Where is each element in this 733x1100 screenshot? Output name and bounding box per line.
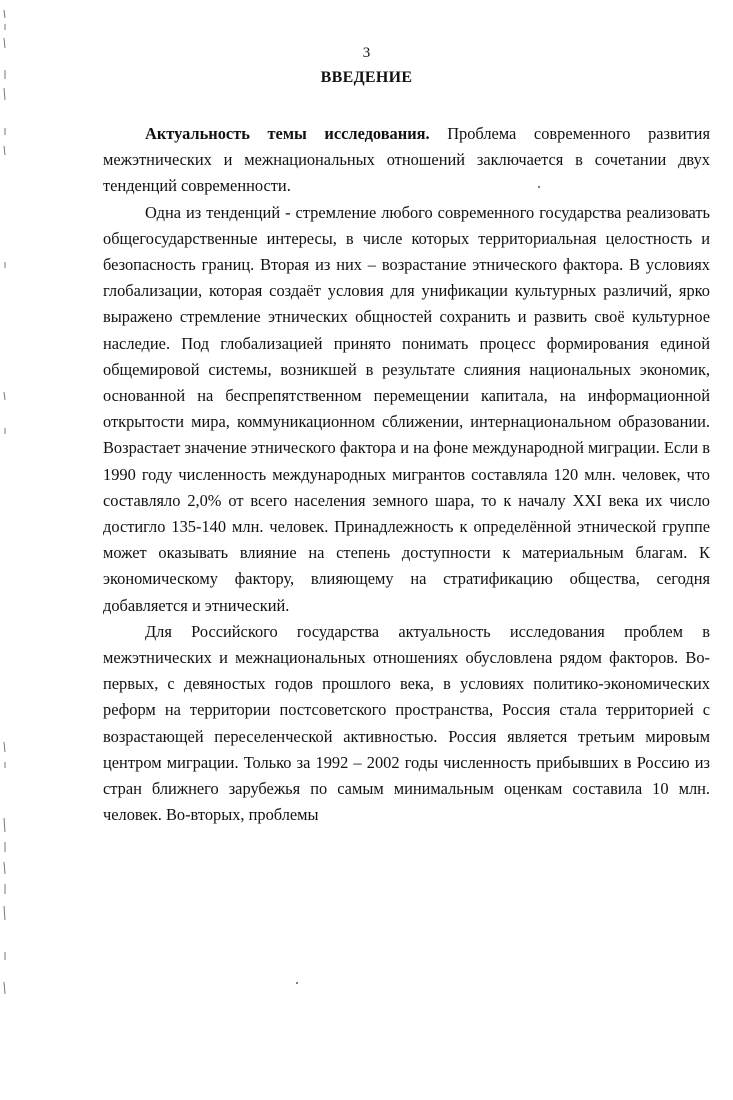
page-number: 3 [362, 45, 371, 61]
paragraph-2-text: Одна из тенденций - стремление любого современного государства реализовать общегосударственные интересы, в числе которых территориальная целостность и безопасность границ. Вторая из них – возрастание этнического фактора. В условиях глобализации, которая создаёт условия для унификации культурных различий, ярко выражено стремление этнических общностей сохранить и развить своё культурное наследие. Под глобализацией принято понимать процесс формирования единой общемировой системы, возникшей в результате слияния национальных экономик, основанной на беспрепятственном перемещении капитала, на информационной открытости мира, коммуникационном сближении, интернациональном образовании. Возрастает значение этнического фактора и на фоне международной миграции. Если в 1990 году численность международных мигрантов составляла 120 млн. человек, что составляло 2,0% от всего населения земного шара, то к началу XXI века их число достигло 135-140 млн. человек. Принадлежность к определённой этнической группе может оказывать влияние на степень доступности к материальным благам. К экономическому фактору, влияющему на стратификацию общества, сегодня добавляется и этнический. [103, 202, 710, 615]
paragraph-1-text: Проблема современного развития межэтнических и межнациональных отношений заключается в сочетании двух тенденций современности. [103, 124, 710, 196]
body-text [103, 121, 710, 828]
paragraph-1 [103, 121, 710, 200]
paragraph-3 [103, 619, 710, 829]
scan-margin-marks [0, 0, 14, 1100]
paragraph-2 [103, 200, 710, 619]
scan-speck [538, 186, 540, 188]
scan-margin-marks-graphic [0, 0, 14, 1100]
paragraph-3-text: Для Российского государства актуальность исследования проблем в межэтнических и межнациональных отношениях обусловлена рядом факторов. Во-первых, с девяностых годов прошлого века, в условиях политико-экономических реформ на территории постсоветского пространства, Россия стала территорией с возрастающей переселенческой активностью. Россия является третьим мировым центром миграции. Только за 1992 – 2002 годы численность прибывших в Россию из стран ближнего зарубежья по самым минимальным оценкам составила 10 млн. человек. Во-вторых, проблемы [103, 621, 710, 825]
scan-speck [296, 982, 298, 984]
section-heading: ВВЕДЕНИЕ [320, 69, 413, 86]
paragraph-1-lead: Актуальность темы исследования. [145, 124, 430, 143]
